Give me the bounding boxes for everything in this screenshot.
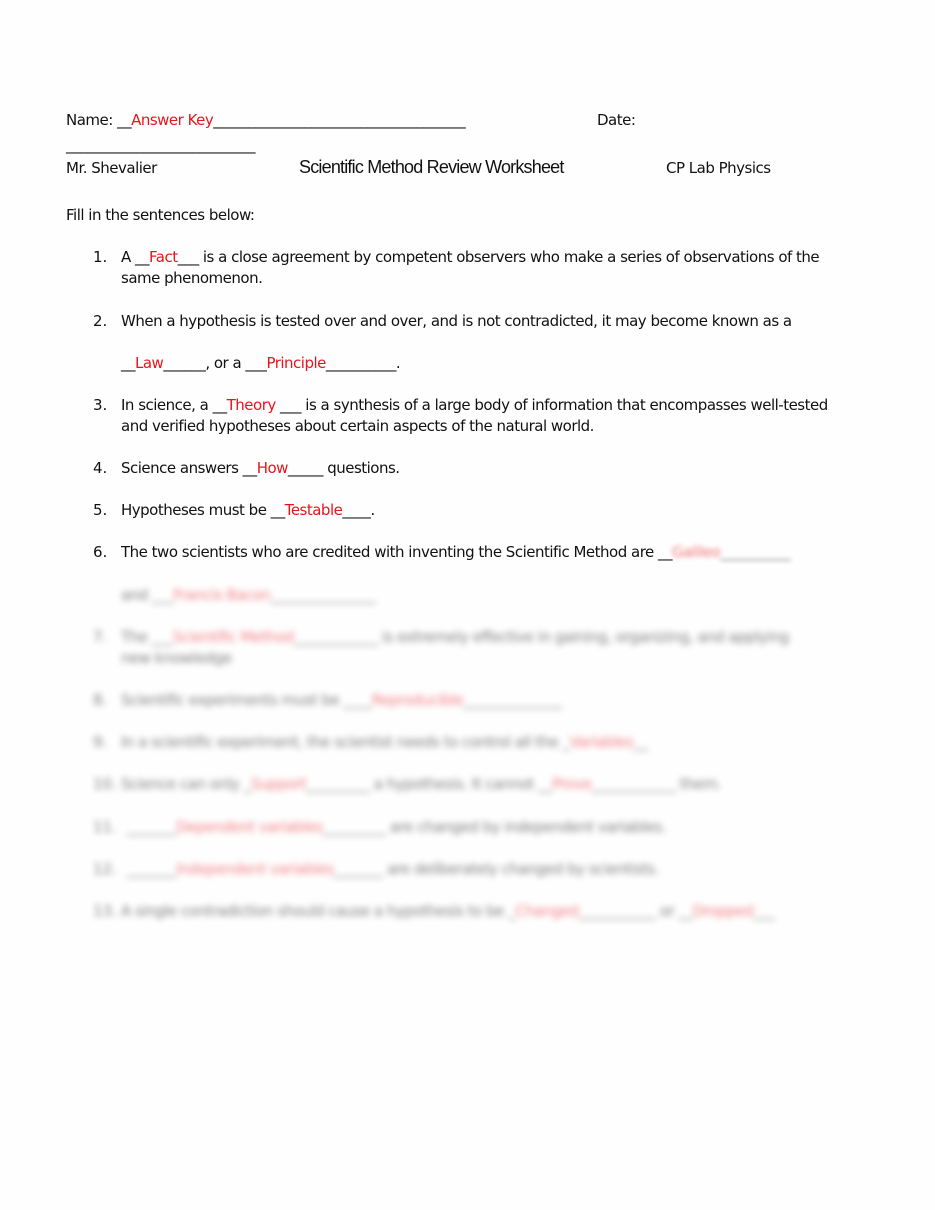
course-name: CP Lab Physics	[666, 159, 771, 177]
answer-text: Scientific Method	[172, 628, 294, 646]
question-text	[121, 501, 375, 519]
question-number: 4.	[93, 459, 108, 477]
question-post: ____________ them.	[591, 775, 722, 793]
question-post: _________ are changed by independent variables.	[322, 818, 666, 836]
question-number: 1.	[93, 248, 108, 266]
question-post: ___ is a close agreement by competent observers who make a series of observations of the	[177, 248, 820, 266]
question-number: 3.	[93, 396, 108, 414]
question-post: _______________	[270, 586, 376, 604]
question-number: 6.	[93, 543, 108, 561]
answer-text: Changed	[515, 902, 579, 920]
question-text	[121, 733, 648, 751]
answer-text: Reproducible	[371, 691, 464, 709]
answer-text: Variables	[569, 733, 634, 751]
question-pre: Scientific experiments must be ____	[121, 691, 372, 709]
question-text	[121, 248, 819, 266]
question-post: ___ is a synthesis of a large body of information that encompasses well-tested	[275, 396, 828, 414]
answer-text: Law	[135, 354, 164, 372]
question-text	[121, 459, 400, 477]
question-text	[121, 396, 828, 414]
question-pre: _______	[127, 860, 176, 878]
answer-text: Theory	[226, 396, 276, 414]
question-pre: Hypotheses must be __	[121, 501, 285, 519]
question-pre: A single contradiction should cause a hypothesis to be _	[121, 902, 516, 920]
question-text-line2: new knowledge	[121, 649, 232, 667]
question-post: __________.	[325, 354, 401, 372]
question-text	[121, 628, 789, 646]
instructions: Fill in the sentences below:	[66, 206, 255, 224]
question-text: When a hypothesis is tested over and over, and is not contradicted, it may become known as a	[121, 312, 792, 330]
question-pre: __	[121, 354, 135, 372]
answer-text: Principle	[266, 354, 326, 372]
answer-text: Testable	[284, 501, 343, 519]
answer-text: Francis Bacon	[173, 586, 271, 604]
question-post: _____ questions.	[287, 459, 400, 477]
question-mid: _________ a hypothesis. It cannot __	[306, 775, 553, 793]
question-pre: In a scientific experiment, the scientist needs to control all the _	[121, 733, 570, 751]
question-mid: ______, or a ___	[163, 354, 267, 372]
question-post: ___	[753, 902, 775, 920]
date-label: Date:	[597, 111, 636, 129]
question-pre: A __	[121, 248, 150, 266]
answer-text: Support	[250, 775, 307, 793]
teacher-name: Mr. Shevalier	[66, 159, 157, 177]
answer-text: Dependent variables	[176, 818, 323, 836]
answer-text: Independent variables	[176, 860, 334, 878]
question-number: 8.	[93, 691, 108, 709]
question-number: 11.	[93, 818, 117, 836]
question-text	[121, 775, 721, 793]
question-post: ____.	[342, 501, 375, 519]
blurred-preview-region	[0, 538, 935, 958]
question-number: 2.	[93, 312, 108, 330]
question-number: 10.	[93, 775, 117, 793]
question-pre: In science, a __	[121, 396, 227, 414]
worksheet-title: Scientific Method Review Worksheet	[299, 157, 564, 177]
question-post: _______ are deliberately changed by scientists.	[333, 860, 659, 878]
question-post: ____________ is extremely effective in gaining, organizing, and applying	[293, 628, 789, 646]
question-number: 7.	[93, 628, 108, 646]
question-mid: __________	[720, 543, 791, 561]
name-answer: Answer Key	[131, 111, 214, 129]
question-post: __	[633, 733, 648, 751]
question-pre: The two scientists who are credited with inventing the Scientific Method are __	[121, 543, 673, 561]
question-number: 5.	[93, 501, 108, 519]
question-number: 12.	[93, 860, 117, 878]
question-pre: Science answers __	[121, 459, 257, 477]
answer-text: Fact	[149, 248, 178, 266]
question-text	[127, 860, 659, 878]
question-text	[121, 902, 774, 920]
question-text	[127, 818, 666, 836]
question-pre: _______	[127, 818, 176, 836]
question-pre: Science can only _	[121, 775, 251, 793]
question-text	[121, 691, 561, 709]
question-mid: ___________ or __	[578, 902, 693, 920]
answer-text: Dropped	[692, 902, 754, 920]
answer-text: How	[256, 459, 288, 477]
name-blank: ____________________________________	[213, 111, 466, 129]
date-blank: ___________________________	[66, 136, 255, 154]
name-line	[66, 111, 465, 129]
name-label: Name: __	[66, 111, 132, 129]
question-pre: and ___	[121, 586, 173, 604]
question-text-line2: and verified hypotheses about certain aspects of the natural world.	[121, 417, 594, 435]
question-number: 13.	[93, 902, 117, 920]
question-number: 9.	[93, 733, 108, 751]
question-text-line2: same phenomenon.	[121, 269, 263, 287]
answer-text: Prove	[552, 775, 592, 793]
question-text-line2	[121, 354, 400, 372]
question-post: ______________	[463, 691, 562, 709]
question-pre: The ___	[121, 628, 173, 646]
question-text-line2	[121, 586, 375, 604]
answer-text: Galileo	[672, 543, 721, 561]
